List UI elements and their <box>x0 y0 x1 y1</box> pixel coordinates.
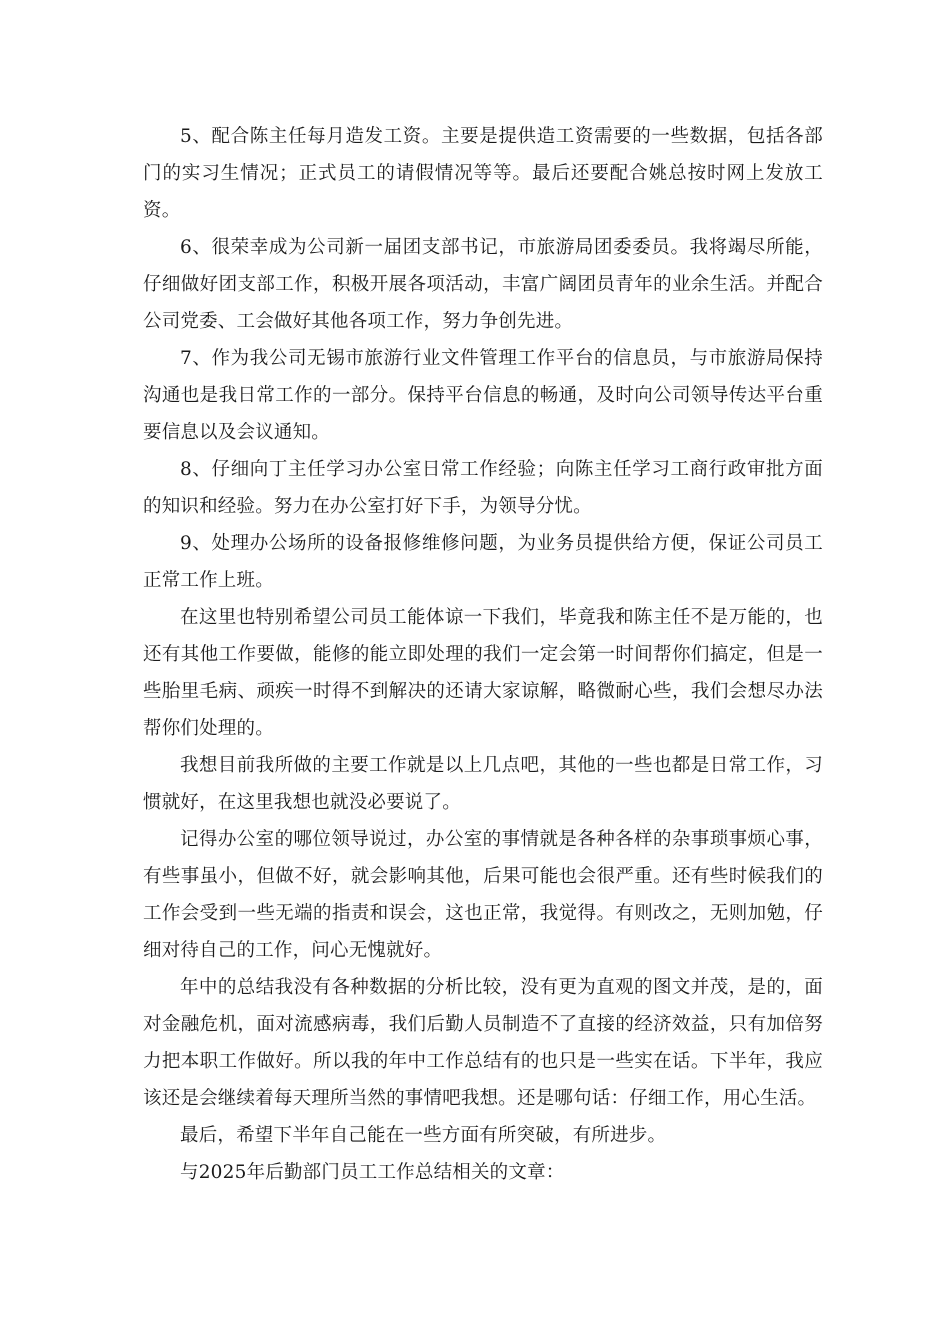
paragraph-midyear: 年中的总结我没有各种数据的分析比较，没有更为直观的图文并茂，是的，面对金融危机，面对流感病毒，我们后勤人员制造不了直接的经济效益，只有加倍努力把本职工作做好。所以我的年中工作总结有的也只是一些实在话。下半年，我应该还是会继续着每天理所当然的事情吧我想。还是哪句话：仔细工作，用心生活。 <box>143 977 823 1109</box>
paragraph-item-7: 7、作为我公司无锡市旅游行业文件管理工作平台的信息员，与市旅游局保持沟通也是我日常工作的一部分。保持平台信息的畅通，及时向公司领导传达平台重要信息以及会议通知。 <box>143 348 823 443</box>
paragraph-item-9: 9、处理办公场所的设备报修维修问题，为业务员提供给方便，保证公司员工正常工作上班。 <box>143 533 823 591</box>
paragraph-closing: 最后，希望下半年自己能在一些方面有所突破，有所进步。 <box>180 1125 667 1146</box>
paragraph-summary: 我想目前我所做的主要工作就是以上几点吧，其他的一些也都是日常工作，习惯就好，在这里我想也就没必要说了。 <box>143 755 823 813</box>
paragraph-reflection: 记得办公室的哪位领导说过，办公室的事情就是各种各样的杂事琐事烦心事，有些事虽小，但做不好，就会影响其他，后果可能也会很严重。还有些时候我们的工作会受到一些无端的指责和误会，这也正常，我觉得。有则改之，无则加勉，仔细对待自己的工作，问心无愧就好。 <box>143 829 823 961</box>
document-body <box>143 118 823 1191</box>
paragraph-item-8: 8、仔细向丁主任学习办公室日常工作经验；向陈主任学习工商行政审批方面的知识和经验。努力在办公室打好下手，为领导分忧。 <box>143 459 823 517</box>
paragraph-item-6: 6、很荣幸成为公司新一届团支部书记，市旅游局团委委员。我将竭尽所能，仔细做好团支部工作，积极开展各项活动，丰富广阔团员青年的业余生活。并配合公司党委、工会做好其他各项工作，努力争创先进。 <box>143 237 823 332</box>
paragraph-request: 在这里也特别希望公司员工能体谅一下我们，毕竟我和陈主任不是万能的，也还有其他工作要做，能修的能立即处理的我们一定会第一时间帮你们搞定，但是一些胎里毛病、顽疾一时得不到解决的还请大家谅解，略微耐心些，我们会想尽办法帮你们处理的。 <box>143 607 823 739</box>
related-articles-heading: 与2025年后勤部门员工工作总结相关的文章： <box>180 1162 565 1183</box>
paragraph-item-5: 5、配合陈主任每月造发工资。主要是提供造工资需要的一些数据，包括各部门的实习生情况；正式员工的请假情况等等。最后还要配合姚总按时网上发放工资。 <box>143 126 823 221</box>
